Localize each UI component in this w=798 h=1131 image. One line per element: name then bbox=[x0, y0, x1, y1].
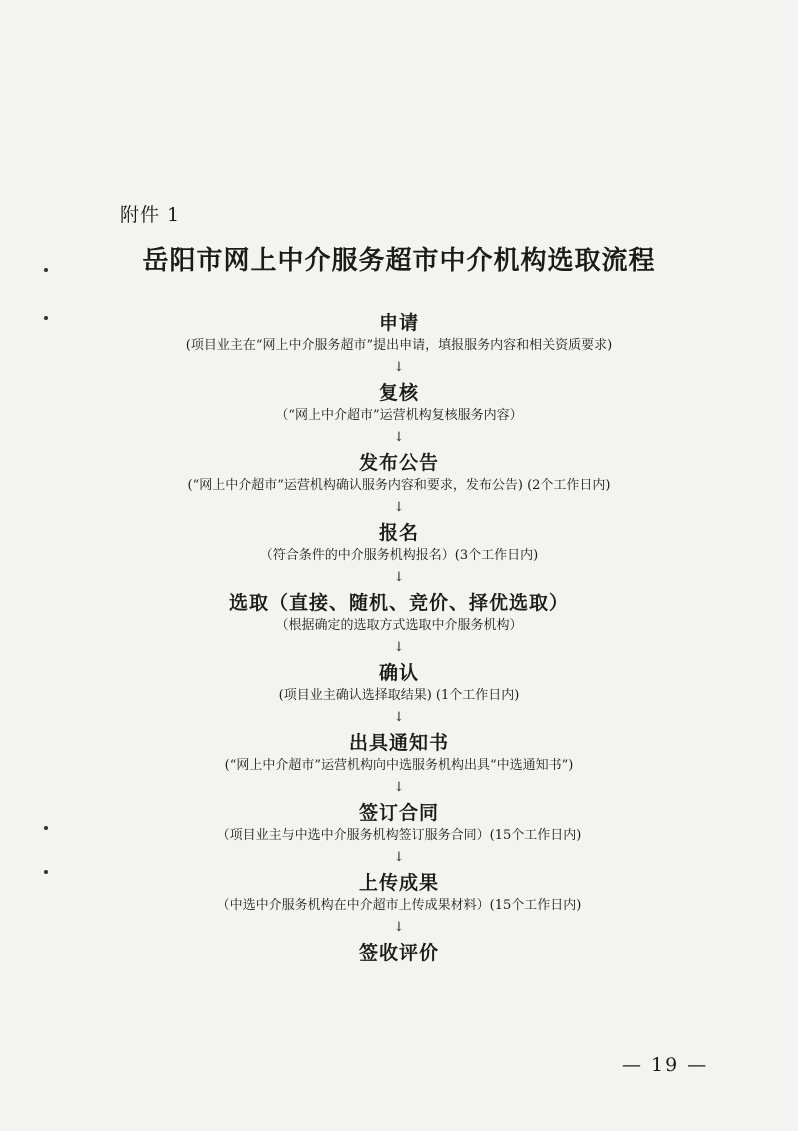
document-title: 岳阳市网上中介服务超市中介机构选取流程 bbox=[142, 246, 656, 276]
flow-step bbox=[0, 660, 798, 706]
flow-step-name: 发布公告 bbox=[358, 452, 439, 474]
flow-step-description: (项目业主在“网上中介服务超市”提出申请，填报服务内容和相关资质要求) bbox=[185, 338, 613, 353]
flow-step bbox=[0, 590, 798, 636]
flow-step bbox=[0, 870, 798, 916]
flow-step-name: 报名 bbox=[378, 522, 419, 544]
flow-step bbox=[0, 730, 798, 776]
flow-step bbox=[0, 800, 798, 846]
flow-step-name: 确认 bbox=[378, 662, 419, 684]
flow-arrow-icon: ↓ bbox=[393, 920, 405, 935]
page-number: — 19 — bbox=[622, 1054, 709, 1076]
flow-step-name: 签订合同 bbox=[358, 802, 439, 824]
flow-step-name: 复核 bbox=[378, 382, 419, 404]
flow-arrow-icon: ↓ bbox=[393, 710, 405, 725]
attachment-label: 附件 1 bbox=[120, 204, 181, 226]
flow-arrow-icon: ↓ bbox=[393, 500, 405, 515]
flow-step-name: 上传成果 bbox=[358, 872, 439, 894]
flow-arrow-icon: ↓ bbox=[393, 360, 405, 375]
flow-step-description: (“网上中介超市”运营机构确认服务内容和要求，发布公告) (2个工作日内) bbox=[187, 478, 611, 493]
flow-step-description: (“网上中介超市”运营机构向中选服务机构出具“中选通知书”) bbox=[224, 758, 574, 773]
flow-step bbox=[0, 310, 798, 356]
flow-arrow-icon: ↓ bbox=[393, 570, 405, 585]
flow-step bbox=[0, 940, 798, 966]
flow-arrow-icon: ↓ bbox=[393, 640, 405, 655]
flow-step bbox=[0, 450, 798, 496]
flow-step-name: 选取（直接、随机、竞价、择优选取） bbox=[228, 592, 569, 614]
flow-step-description: (项目业主确认选择取结果) (1个工作日内) bbox=[278, 688, 520, 703]
flow-step-description: （项目业主与中选中介服务机构签订服务合同）(15个工作日内) bbox=[216, 828, 582, 843]
flow-arrow-icon: ↓ bbox=[393, 850, 405, 865]
flow-step-description: （中选中介服务机构在中介超市上传成果材料）(15个工作日内) bbox=[216, 898, 582, 913]
flow-step-description: （“网上中介超市”运营机构复核服务内容） bbox=[275, 408, 523, 423]
process-flow bbox=[0, 310, 798, 966]
flow-step-description: （根据确定的选取方式选取中介服务机构） bbox=[275, 618, 523, 633]
flow-step bbox=[0, 520, 798, 566]
flow-arrow-icon: ↓ bbox=[393, 780, 405, 795]
flow-step-name: 出具通知书 bbox=[348, 732, 449, 754]
flow-arrow-icon: ↓ bbox=[393, 430, 405, 445]
flow-step-description: （符合条件的中介服务机构报名）(3个工作日内) bbox=[259, 548, 539, 563]
flow-step bbox=[0, 380, 798, 426]
flow-step-name: 签收评价 bbox=[358, 942, 439, 964]
flow-step-name: 申请 bbox=[378, 312, 419, 334]
